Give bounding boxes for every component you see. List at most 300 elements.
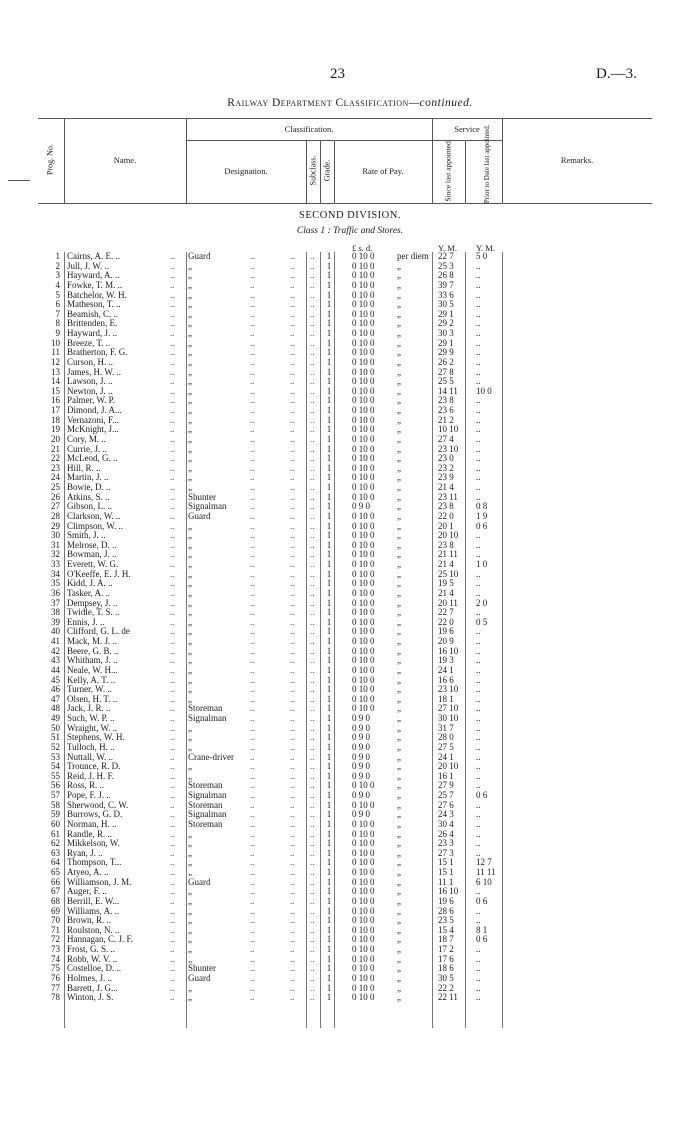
leader-dots: .. [310, 308, 315, 319]
row-number: 30 [51, 530, 60, 541]
leader-dots: .. [250, 722, 255, 733]
row-pay-period: „ [397, 607, 401, 618]
row-name: Holmes, J. .. [67, 972, 112, 983]
row-prior-service: 0 5 [476, 616, 488, 627]
leader-dots: .. [310, 510, 315, 521]
leader-dots: .. [170, 703, 175, 714]
row-grade: 1 [326, 318, 332, 329]
row-number: 11 [51, 347, 60, 358]
row-grade: 1 [326, 568, 332, 579]
row-pay-period: „ [397, 482, 401, 492]
row-designation: „ [188, 915, 192, 926]
leader-dots: .. [310, 847, 315, 858]
leader-dots: .. [250, 693, 255, 704]
leader-dots: .. [170, 587, 175, 598]
row-pay-period: „ [397, 376, 401, 387]
row-number: 9 [55, 328, 60, 338]
row-prior-service: .. [476, 318, 481, 329]
row-prior-service: 12 7 [476, 857, 492, 868]
row-prior-service: .. [476, 549, 481, 560]
row-since-last: 27 6 [438, 799, 454, 810]
row-grade: 1 [326, 491, 332, 502]
leader-dots: .. [310, 799, 315, 810]
row-grade: 1 [326, 867, 332, 877]
row-number: 10 [51, 337, 60, 348]
row-prior-service: .. [476, 982, 481, 993]
leader-dots: .. [250, 674, 255, 685]
grade-header: Grade. [322, 159, 332, 182]
leader-dots: .. [310, 472, 315, 483]
row-pay-period: „ [397, 356, 401, 367]
row-name: Frost, G. S. .. [67, 944, 116, 954]
row-name: Olsen, H. T. .. [67, 693, 118, 704]
row-rate-of-pay: 0 10 0 [352, 684, 375, 695]
leader-dots: .. [290, 838, 295, 849]
row-name: Berrill, E. W... [67, 895, 120, 906]
leader-dots: .. [250, 587, 255, 598]
row-grade: 1 [326, 251, 332, 261]
leader-dots: .. [310, 453, 315, 464]
row-prior-service: .. [476, 260, 481, 271]
row-prior-service: .. [476, 424, 481, 435]
row-designation: „ [188, 828, 192, 839]
row-prior-service: .. [476, 568, 481, 579]
leader-dots: .. [290, 828, 295, 839]
leader-dots: .. [310, 520, 315, 531]
row-name: Martin, J. .. [67, 472, 109, 483]
row-designation: „ [188, 847, 192, 858]
leader-dots: .. [310, 279, 315, 290]
row-designation: „ [188, 289, 192, 300]
row-number: 49 [51, 713, 60, 723]
leader-dots: .. [250, 559, 255, 569]
row-since-last: 10 10 [438, 424, 459, 435]
row-designation: „ [188, 924, 192, 935]
row-grade: 1 [326, 982, 332, 993]
row-pay-period: „ [397, 626, 401, 637]
row-prior-service: .. [476, 751, 481, 762]
row-number: 51 [51, 732, 60, 743]
leader-dots: .. [250, 299, 255, 310]
leader-dots: .. [170, 405, 175, 415]
row-name: Currie, J. .. [67, 443, 107, 454]
row-number: 22 [51, 453, 60, 464]
row-prior-service: .. [476, 405, 481, 415]
leader-dots: .. [170, 530, 175, 541]
leader-dots: .. [250, 915, 255, 926]
row-name: Bowman, J. .. [67, 549, 117, 560]
row-prior-service: .. [476, 684, 481, 695]
row-since-last: 30 5 [438, 299, 454, 310]
row-rate-of-pay: 0 10 0 [352, 289, 375, 300]
leader-dots: .. [170, 876, 175, 887]
leader-dots: .. [290, 761, 295, 772]
row-pay-period: „ [397, 405, 401, 415]
row-grade: 1 [326, 549, 332, 560]
row-designation: Guard [188, 251, 211, 261]
row-grade: 1 [326, 924, 332, 935]
row-name: Wraight, W. .. [67, 722, 118, 733]
row-pay-period: „ [397, 501, 401, 512]
leader-dots: .. [250, 279, 255, 290]
row-name: McLeod, G. .. [67, 453, 118, 464]
row-since-last: 29 1 [438, 337, 454, 348]
leader-dots: .. [310, 722, 315, 733]
leader-dots: .. [310, 876, 315, 887]
row-designation: „ [188, 568, 192, 579]
row-designation: „ [188, 299, 192, 310]
row-prior-service: .. [476, 443, 481, 454]
row-rate-of-pay: 0 10 0 [352, 934, 375, 945]
row-since-last: 21 4 [438, 559, 454, 569]
row-number: 61 [51, 828, 60, 839]
leader-dots: .. [290, 289, 295, 300]
row-number: 65 [51, 867, 60, 877]
row-name: Everett, W. G. [67, 559, 119, 569]
leader-dots: .. [310, 462, 315, 473]
row-since-last: 29 2 [438, 318, 454, 329]
row-number: 71 [51, 924, 60, 935]
row-designation: „ [188, 539, 192, 550]
row-rate-of-pay: 0 9 0 [352, 809, 370, 820]
classification-header: Classification. [284, 124, 334, 134]
row-prior-service: .. [476, 279, 481, 290]
row-pay-period: „ [397, 366, 401, 377]
leader-dots: .. [170, 433, 175, 444]
row-prior-service: .. [476, 713, 481, 723]
row-since-last: 25 7 [438, 790, 454, 800]
row-since-last: 23 8 [438, 501, 454, 512]
leader-dots: .. [290, 751, 295, 762]
row-name: Ross, R. .. [67, 780, 105, 791]
row-grade: 1 [326, 713, 332, 723]
leader-dots: .. [290, 626, 295, 637]
row-rate-of-pay: 0 10 0 [352, 347, 375, 358]
row-rate-of-pay: 0 10 0 [352, 616, 375, 627]
leader-dots: .. [290, 741, 295, 752]
row-prior-service: .. [476, 905, 481, 916]
row-since-last: 27 5 [438, 741, 454, 752]
leader-dots: .. [170, 549, 175, 560]
leader-dots: .. [250, 905, 255, 916]
row-number: 55 [51, 770, 60, 781]
leader-dots: .. [290, 414, 295, 425]
row-rate-of-pay: 0 10 0 [352, 645, 375, 656]
row-name: Cairns, A. E. .. [67, 251, 120, 261]
leader-dots: .. [290, 328, 295, 338]
row-since-last: 19 5 [438, 578, 454, 589]
row-since-last: 18 1 [438, 693, 454, 704]
row-number: 41 [51, 636, 60, 646]
leader-dots: .. [170, 501, 175, 512]
row-designation: „ [188, 626, 192, 637]
leader-dots: .. [250, 385, 255, 396]
row-grade: 1 [326, 501, 332, 512]
leader-dots: .. [310, 328, 315, 338]
row-prior-service: 1 9 [476, 510, 488, 521]
leader-dots: .. [170, 308, 175, 319]
row-designation: „ [188, 587, 192, 598]
row-number: 56 [51, 780, 60, 791]
row-prior-service: .. [476, 838, 481, 849]
row-pay-period: „ [397, 847, 401, 858]
leader-dots: .. [290, 462, 295, 473]
page-number: 23 [330, 66, 345, 82]
leader-dots: .. [170, 982, 175, 993]
row-name: Reid, J. H. F. [67, 770, 115, 781]
row-name: Hill, R. .. [67, 462, 101, 473]
row-pay-period: „ [397, 299, 401, 310]
row-prior-service: .. [476, 453, 481, 464]
leader-dots: .. [170, 366, 175, 377]
leader-dots: .. [170, 347, 175, 358]
row-prior-service: .. [476, 963, 481, 974]
row-grade: 1 [326, 857, 332, 868]
row-grade: 1 [326, 876, 332, 887]
row-grade: 1 [326, 366, 332, 377]
row-rate-of-pay: 0 9 0 [352, 501, 370, 512]
leader-dots: .. [170, 260, 175, 271]
row-pay-period: „ [397, 337, 401, 348]
row-number: 59 [51, 809, 60, 820]
row-number: 27 [51, 501, 60, 512]
leader-dots: .. [310, 992, 315, 1003]
leader-dots: .. [250, 645, 255, 656]
row-number: 53 [51, 751, 60, 762]
row-grade: 1 [326, 799, 332, 810]
row-number: 73 [51, 944, 60, 954]
row-pay-period: „ [397, 645, 401, 656]
row-number: 43 [51, 655, 60, 666]
leader-dots: .. [310, 395, 315, 406]
row-grade: 1 [326, 703, 332, 714]
leader-dots: .. [290, 905, 295, 916]
row-since-last: 22 0 [438, 616, 454, 627]
row-prior-service: 6 10 [476, 876, 492, 887]
row-number: 21 [51, 443, 60, 454]
leader-dots: .. [310, 915, 315, 926]
row-designation: Signalman [188, 713, 227, 723]
leader-dots: .. [170, 664, 175, 675]
leader-dots: .. [310, 597, 315, 608]
row-prior-service: .. [476, 462, 481, 473]
leader-dots: .. [290, 405, 295, 415]
row-since-last: 25 5 [438, 376, 454, 387]
row-pay-period: „ [397, 895, 401, 906]
leader-dots: .. [310, 645, 315, 656]
row-pay-period: „ [397, 424, 401, 435]
row-prior-service: .. [476, 414, 481, 425]
row-prior-service: .. [476, 664, 481, 675]
leader-dots: .. [290, 790, 295, 800]
row-pay-period: „ [397, 992, 401, 1003]
leader-dots: .. [170, 895, 175, 906]
row-prior-service: 8 1 [476, 924, 488, 935]
leader-dots: .. [170, 838, 175, 849]
leader-dots: .. [170, 520, 175, 531]
row-pay-period: „ [397, 395, 401, 406]
row-pay-period: „ [397, 905, 401, 916]
leader-dots: .. [310, 260, 315, 271]
row-designation: Shunter [188, 491, 216, 502]
leader-dots: .. [250, 405, 255, 415]
row-designation: „ [188, 549, 192, 560]
row-number: 2 [55, 260, 60, 271]
leader-dots: .. [250, 684, 255, 695]
row-pay-period: „ [397, 664, 401, 675]
leader-dots: .. [310, 953, 315, 964]
row-rate-of-pay: 0 10 0 [352, 664, 375, 675]
row-prior-service: .. [476, 799, 481, 810]
row-grade: 1 [326, 279, 332, 290]
title-main: Railway Department Classification [227, 97, 409, 109]
row-prior-service: .. [476, 645, 481, 656]
row-since-last: 22 11 [438, 992, 458, 1003]
row-pay-period: „ [397, 857, 401, 868]
leader-dots: .. [250, 414, 255, 425]
leader-dots: .. [170, 944, 175, 954]
leader-dots: .. [250, 924, 255, 935]
leader-dots: .. [170, 886, 175, 897]
row-pay-period: „ [397, 818, 401, 829]
row-prior-service: .. [476, 433, 481, 444]
row-rate-of-pay: 0 10 0 [352, 337, 375, 348]
leader-dots: .. [290, 934, 295, 945]
row-grade: 1 [326, 674, 332, 685]
row-since-last: 23 8 [438, 395, 454, 406]
row-since-last: 23 10 [438, 684, 459, 695]
row-designation: „ [188, 472, 192, 483]
leader-dots: .. [170, 828, 175, 839]
row-prior-service: .. [476, 482, 481, 492]
row-grade: 1 [326, 684, 332, 695]
leader-dots: .. [250, 770, 255, 781]
prior-to-date-header: Prior to Date last appointed. [483, 124, 492, 204]
row-number: 12 [51, 356, 60, 367]
row-prior-service: .. [476, 915, 481, 926]
row-number: 45 [51, 674, 60, 685]
row-number: 3 [55, 270, 60, 281]
row-number: 1 [55, 251, 60, 261]
row-prior-service: .. [476, 674, 481, 685]
rate-of-pay-header: Rate of Pay. [362, 166, 404, 176]
row-rate-of-pay: 0 10 0 [352, 828, 375, 839]
row-number: 67 [51, 886, 60, 897]
leader-dots: .. [250, 597, 255, 608]
service-header: Service [454, 124, 480, 134]
row-pay-period: „ [397, 655, 401, 666]
row-designation: „ [188, 934, 192, 945]
row-designation: „ [188, 674, 192, 685]
remarks-header: Remarks. [560, 155, 594, 165]
row-designation: „ [188, 655, 192, 666]
table-row [0, 608, 700, 618]
row-prior-service: .. [476, 780, 481, 791]
leader-dots: .. [310, 578, 315, 589]
row-rate-of-pay: 0 10 0 [352, 251, 375, 261]
leader-dots: .. [290, 953, 295, 964]
leader-dots: .. [290, 895, 295, 906]
leader-dots: .. [290, 559, 295, 569]
leader-dots: .. [250, 616, 255, 627]
leader-dots: .. [250, 838, 255, 849]
row-pay-period: „ [397, 944, 401, 954]
row-since-last: 14 11 [438, 385, 458, 396]
leader-dots: .. [290, 539, 295, 550]
row-grade: 1 [326, 510, 332, 521]
row-grade: 1 [326, 616, 332, 627]
row-rate-of-pay: 0 10 0 [352, 424, 375, 435]
leader-dots: .. [170, 915, 175, 926]
row-designation: Guard [188, 510, 211, 521]
row-prior-service: .. [476, 655, 481, 666]
leader-dots: .. [170, 790, 175, 800]
leader-dots: .. [290, 530, 295, 541]
leader-dots: .. [250, 713, 255, 723]
row-rate-of-pay: 0 10 0 [352, 318, 375, 329]
leader-dots: .. [310, 905, 315, 916]
row-designation: „ [188, 857, 192, 868]
leader-dots: .. [310, 944, 315, 954]
table-row [0, 772, 700, 782]
leader-dots: .. [250, 260, 255, 271]
row-prior-service: .. [476, 886, 481, 897]
row-since-last: 16 10 [438, 645, 459, 656]
row-rate-of-pay: 0 10 0 [352, 857, 375, 868]
row-since-last: 21 11 [438, 549, 458, 560]
leader-dots: .. [290, 424, 295, 435]
leader-dots: .. [250, 655, 255, 666]
leader-dots: .. [290, 732, 295, 743]
leader-dots: .. [170, 279, 175, 290]
row-number: 31 [51, 539, 60, 550]
row-name: Palmer, W. P. [67, 395, 115, 406]
row-grade: 1 [326, 780, 332, 791]
row-rate-of-pay: 0 10 0 [352, 963, 375, 974]
row-pay-period: „ [397, 693, 401, 704]
row-rate-of-pay: 0 10 0 [352, 462, 375, 473]
row-since-last: 30 4 [438, 818, 454, 829]
leader-dots: .. [310, 674, 315, 685]
leader-dots: .. [170, 559, 175, 569]
row-name: Roulston, N. .. [67, 924, 120, 935]
leader-dots: .. [290, 299, 295, 310]
row-number: 35 [51, 578, 60, 589]
row-prior-service: 10 0 [476, 385, 492, 396]
leader-dots: .. [310, 626, 315, 637]
leader-dots: .. [310, 867, 315, 877]
row-pay-period: „ [397, 924, 401, 935]
row-pay-period: „ [397, 732, 401, 743]
row-pay-period: „ [397, 453, 401, 464]
leader-dots: .. [170, 376, 175, 387]
row-designation: „ [188, 992, 192, 1003]
row-designation: „ [188, 597, 192, 608]
row-designation: Storeman [188, 780, 223, 791]
row-designation: „ [188, 260, 192, 271]
row-rate-of-pay: 0 10 0 [352, 626, 375, 637]
row-pay-period: „ [397, 462, 401, 473]
row-prior-service: .. [476, 395, 481, 406]
leader-dots: .. [170, 491, 175, 502]
row-pay-period: „ [397, 260, 401, 271]
leader-dots: .. [250, 308, 255, 319]
leader-dots: .. [290, 385, 295, 396]
row-rate-of-pay: 0 10 0 [352, 972, 375, 983]
row-name: Jack, J. R. .. [67, 703, 111, 714]
row-since-last: 16 1 [438, 770, 454, 781]
leader-dots: .. [250, 578, 255, 589]
